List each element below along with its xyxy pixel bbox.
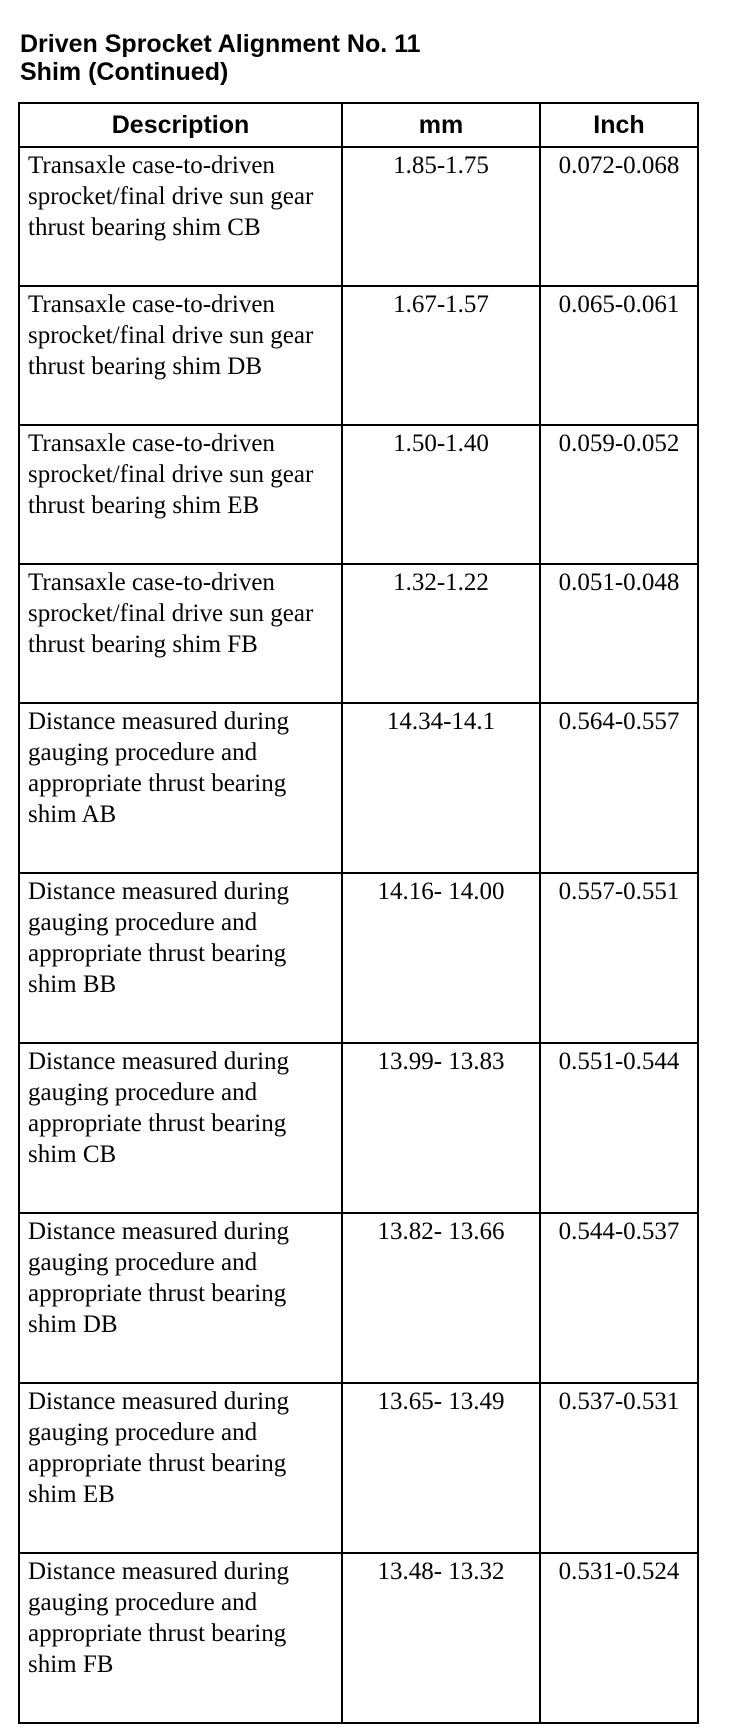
table-row xyxy=(19,564,698,703)
cell-inch: 0.051-0.048 xyxy=(540,564,698,703)
cell-description: Transaxle case-to-driven sprocket/final drive sun gear thrust bearing shim FB xyxy=(19,564,342,703)
table-row xyxy=(19,1043,698,1213)
table-header-row xyxy=(19,103,698,147)
cell-mm: 1.50-1.40 xyxy=(342,425,540,564)
header-inch: Inch xyxy=(540,103,698,147)
cell-description: Transaxle case-to-driven sprocket/final drive sun gear thrust bearing shim EB xyxy=(19,425,342,564)
cell-mm: 13.65- 13.49 xyxy=(342,1383,540,1553)
cell-inch: 0.072-0.068 xyxy=(540,147,698,286)
cell-inch: 0.551-0.544 xyxy=(540,1043,698,1213)
cell-description: Distance measured during gauging procedure and appropriate thrust bearing shim AB xyxy=(19,703,342,873)
cell-inch: 0.544-0.537 xyxy=(540,1213,698,1383)
shim-spec-table xyxy=(18,102,699,1724)
cell-description: Distance measured during gauging procedure and appropriate thrust bearing shim EB xyxy=(19,1383,342,1553)
header-description: Description xyxy=(19,103,342,147)
cell-inch: 0.531-0.524 xyxy=(540,1553,698,1723)
cell-mm: 14.34-14.1 xyxy=(342,703,540,873)
cell-description: Distance measured during gauging procedure and appropriate thrust bearing shim CB xyxy=(19,1043,342,1213)
cell-mm: 1.67-1.57 xyxy=(342,286,540,425)
table-row xyxy=(19,873,698,1043)
cell-description: Distance measured during gauging procedure and appropriate thrust bearing shim FB xyxy=(19,1553,342,1723)
table-row xyxy=(19,703,698,873)
title-line-2: Shim (Continued) xyxy=(20,58,229,86)
table-row xyxy=(19,1383,698,1553)
table-row xyxy=(19,1213,698,1383)
cell-inch: 0.557-0.551 xyxy=(540,873,698,1043)
cell-mm: 1.85-1.75 xyxy=(342,147,540,286)
cell-description: Distance measured during gauging procedure and appropriate thrust bearing shim BB xyxy=(19,873,342,1043)
cell-mm: 13.48- 13.32 xyxy=(342,1553,540,1723)
cell-inch: 0.537-0.531 xyxy=(540,1383,698,1553)
table-row xyxy=(19,1553,698,1723)
cell-mm: 13.82- 13.66 xyxy=(342,1213,540,1383)
cell-inch: 0.564-0.557 xyxy=(540,703,698,873)
title-line-1: Driven Sprocket Alignment No. 11 xyxy=(20,30,421,58)
page-title xyxy=(20,30,421,86)
cell-inch: 0.065-0.061 xyxy=(540,286,698,425)
cell-mm: 14.16- 14.00 xyxy=(342,873,540,1043)
table-row xyxy=(19,147,698,286)
cell-description: Transaxle case-to-driven sprocket/final drive sun gear thrust bearing shim DB xyxy=(19,286,342,425)
table-row xyxy=(19,425,698,564)
table-row xyxy=(19,286,698,425)
cell-description: Distance measured during gauging procedure and appropriate thrust bearing shim DB xyxy=(19,1213,342,1383)
cell-mm: 1.32-1.22 xyxy=(342,564,540,703)
cell-inch: 0.059-0.052 xyxy=(540,425,698,564)
cell-mm: 13.99- 13.83 xyxy=(342,1043,540,1213)
cell-description: Transaxle case-to-driven sprocket/final drive sun gear thrust bearing shim CB xyxy=(19,147,342,286)
header-mm: mm xyxy=(342,103,540,147)
